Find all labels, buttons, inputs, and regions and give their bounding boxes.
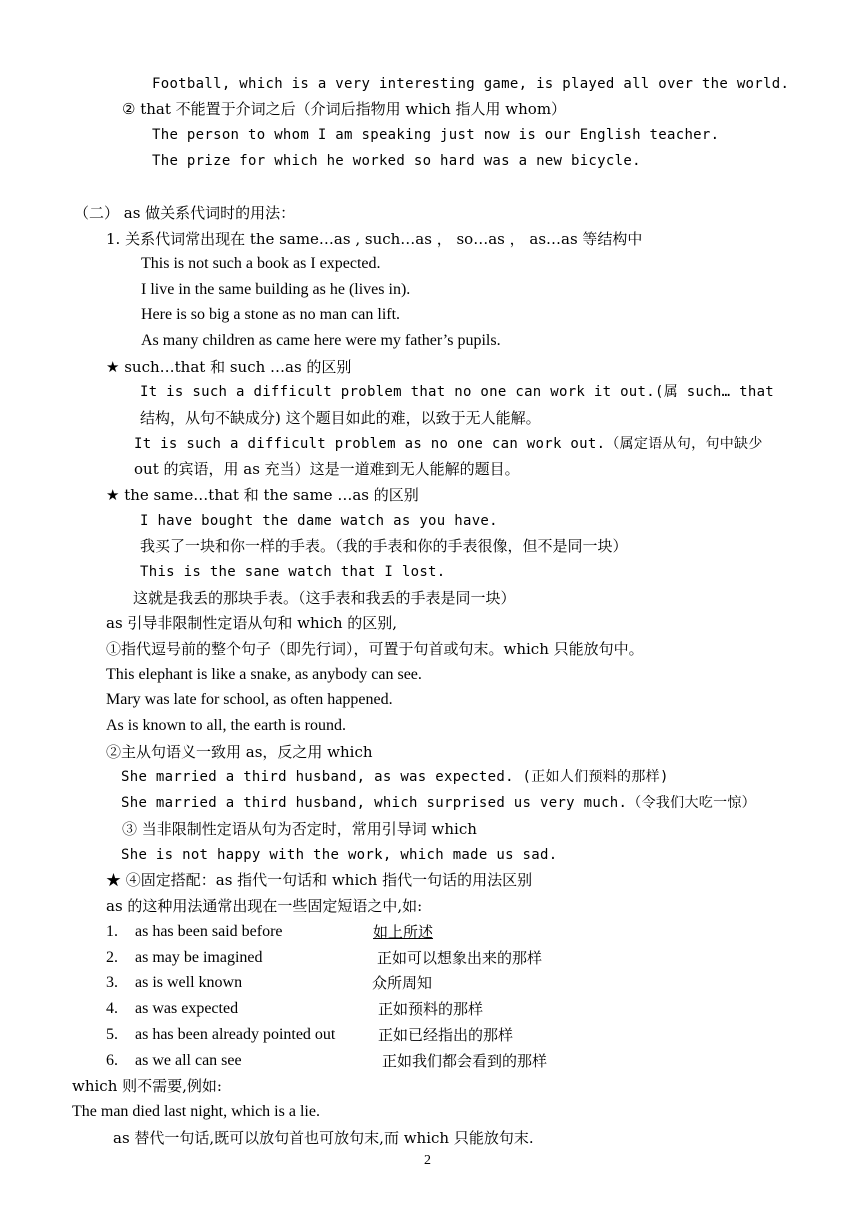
phrase-zh: 正如已经指出的那样 bbox=[378, 1026, 514, 1044]
text-line: as 的这种用法通常出现在一些固定短语之中,如: bbox=[106, 897, 423, 915]
text-line: as 替代一句话,既可以放句首也可放句末,而 which 只能放句末. bbox=[113, 1129, 534, 1147]
phrase-num: 4. bbox=[106, 1000, 118, 1017]
phrase-zh: 如上所述 bbox=[373, 923, 434, 941]
star-heading: ★ ④固定搭配：as 指代一句话和 which 指代一句话的用法区别 bbox=[106, 871, 533, 889]
phrase-zh: 正如可以想象出来的那样 bbox=[377, 949, 543, 967]
phrase-en: as may be imagined bbox=[135, 949, 263, 966]
text-line: The prize for which he worked so hard was a new bicycle. bbox=[152, 153, 641, 169]
page-number: 2 bbox=[424, 1153, 431, 1168]
phrase-en: as has been said before bbox=[135, 923, 283, 940]
text-line: This elephant is like a snake, as anybody can see. bbox=[106, 666, 422, 683]
phrase-en: as has been already pointed out bbox=[135, 1026, 336, 1043]
phrase-zh: 正如预料的那样 bbox=[378, 1000, 484, 1018]
text-line: This is not such a book as I expected. bbox=[141, 255, 381, 272]
text-line: ② that 不能置于介词之后（介词后指物用 which 指人用 whom） bbox=[122, 100, 567, 118]
text-line: ③ 当非限制性定语从句为否定时，常用引导词 which bbox=[122, 820, 477, 838]
text-line: She married a third husband, which surprised us very much.（令我们大吃一惊） bbox=[121, 795, 756, 811]
phrase-en: as is well known bbox=[135, 974, 243, 991]
phrase-num: 1. bbox=[106, 923, 118, 940]
text-line: 我买了一块和你一样的手表。（我的手表和你的手表很像，但不是同一块） bbox=[140, 537, 628, 555]
section-heading: （二） as 做关系代词时的用法： bbox=[74, 204, 296, 222]
text-line: 1. 关系代词常出现在 the same…as , such…as ， so…as ， as…as 等结构中 bbox=[106, 230, 643, 248]
text-line: Here is so big a stone as no man can lift. bbox=[141, 306, 401, 323]
phrase-zh: 正如我们都会看到的那样 bbox=[382, 1052, 548, 1070]
phrase-en: as we all can see bbox=[135, 1052, 242, 1069]
text-line: 这就是我丢的那块手表。（这手表和我丢的手表是同一块） bbox=[133, 589, 516, 607]
star-heading: ★ the same…that 和 the same …as 的区别 bbox=[106, 486, 419, 504]
phrase-en: as was expected bbox=[135, 1000, 239, 1017]
text-line: This is the sane watch that I lost. bbox=[140, 564, 446, 580]
text-line: She is not happy with the work, which made us sad. bbox=[121, 847, 558, 863]
star-heading: ★ such…that 和 such …as 的区别 bbox=[106, 358, 352, 376]
text-line: It is such a difficult problem as no one can work out.（属定语从句，句中缺少 bbox=[134, 436, 763, 452]
text-line: It is such a difficult problem that no one can work it out.(属 such… that bbox=[140, 384, 775, 400]
phrase-zh: 众所周知 bbox=[372, 974, 433, 992]
text-line: I have bought the dame watch as you have. bbox=[140, 513, 498, 529]
text-line: She married a third husband, as was expected. (正如人们预料的那样) bbox=[121, 769, 669, 785]
phrase-num: 6. bbox=[106, 1052, 118, 1069]
phrase-num: 3. bbox=[106, 974, 118, 991]
text-line: As is known to all, the earth is round. bbox=[106, 717, 346, 734]
text-line: 结构，从句不缺成分) 这个题目如此的难，以致于无人能解。 bbox=[140, 409, 541, 427]
text-line: The person to whom I am speaking just now is our English teacher. bbox=[152, 127, 720, 143]
text-line: The man died last night, which is a lie. bbox=[72, 1103, 320, 1120]
text-line: ①指代逗号前的整个句子（即先行词），可置于句首或句末。which 只能放句中。 bbox=[106, 640, 644, 658]
text-line: I live in the same building as he (lives in). bbox=[141, 281, 411, 298]
text-line: which 则不需要,例如: bbox=[72, 1077, 222, 1095]
phrase-num: 5. bbox=[106, 1026, 118, 1043]
text-line: as 引导非限制性定语从句和 which 的区别, bbox=[106, 614, 398, 632]
phrase-num: 2. bbox=[106, 949, 118, 966]
text-line: Football, which is a very interesting game, is played all over the world. bbox=[152, 76, 790, 92]
text-line: Mary was late for school, as often happened. bbox=[106, 691, 393, 708]
text-line: out 的宾语，用 as 充当）这是一道难到无人能解的题目。 bbox=[134, 460, 520, 478]
text-line: As many children as came here were my father’s pupils. bbox=[141, 332, 501, 349]
text-line: ②主从句语义一致用 as，反之用 which bbox=[106, 743, 373, 761]
